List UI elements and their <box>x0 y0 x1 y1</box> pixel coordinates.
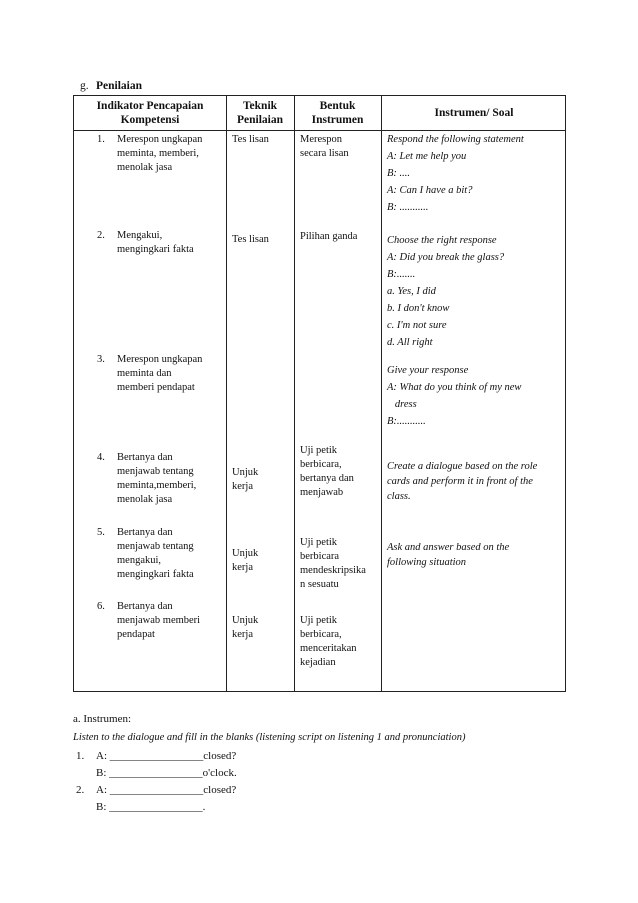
header-soal: Instrumen/ Soal <box>434 107 514 119</box>
soal-group: Ask and answer based on the following situation <box>387 542 510 568</box>
soal-group: Respond the following statement A: Let me help you B: .... A: Can I have a bit? B: ........... <box>387 134 524 213</box>
header-indikator: Indikator Pencapaian Kompetensi <box>96 100 204 126</box>
bentuk-text: Pilihan ganda <box>300 231 358 242</box>
soal-group: Choose the right response A: Did you break the glass? B:....... a. Yes, I did b. I don't know c. I'm not sure d. All right <box>387 235 505 348</box>
blank-line-a: A: _________________closed? <box>96 784 237 796</box>
blank-line-a: A: _________________closed? <box>96 750 237 762</box>
header-teknik: Teknik Penilaian <box>236 100 283 126</box>
indikator-text: Merespon ungkapan meminta, memberi, menolak jasa <box>117 134 203 173</box>
row-number: 1. <box>97 134 105 145</box>
column-divider <box>294 96 295 691</box>
row-number: 6. <box>97 601 105 612</box>
indikator-text: Bertanya dan menjawab tentang meminta,memberi, menolak jasa <box>117 452 197 505</box>
teknik-text: Unjuk kerja <box>232 548 259 573</box>
bentuk-text: Uji petik berbicara, menceritakan kejadian <box>300 615 357 668</box>
indikator-text: Bertanya dan menjawab tentang mengakui, mengingkari fakta <box>117 527 194 580</box>
bentuk-text: Uji petik berbicara, bertanya dan menjawab <box>300 445 354 498</box>
header-bentuk: Bentuk Instrumen <box>311 100 364 126</box>
item-number: 2. <box>76 784 85 796</box>
teknik-text: Tes lisan <box>232 234 269 245</box>
column-divider <box>226 96 227 691</box>
teknik-text: Tes lisan <box>232 134 269 145</box>
bentuk-text: Uji petik berbicara mendeskripsika n sesuatu <box>300 537 366 590</box>
teknik-text: Unjuk kerja <box>232 615 259 640</box>
blank-line-b: B: _________________. <box>96 801 206 813</box>
instrumen-instruction: Listen to the dialogue and fill in the blanks (listening script on listening 1 and pronunciation) <box>73 732 466 743</box>
soal-group: Create a dialogue based on the role cards and perform it in front of the class. <box>387 461 538 502</box>
soal-group: Give your response A: What do you think of my new dress B:........... <box>387 365 522 427</box>
instrumen-heading: a. Instrumen: <box>73 713 132 725</box>
row-number: 3. <box>97 354 105 365</box>
indikator-text: Merespon ungkapan meminta dan memberi pendapat <box>117 354 203 393</box>
section-letter: g. <box>80 80 89 92</box>
row-number: 5. <box>97 527 105 538</box>
row-number: 4. <box>97 452 105 463</box>
row-number: 2. <box>97 230 105 241</box>
bentuk-text: Merespon secara lisan <box>300 134 349 159</box>
column-divider <box>381 96 382 691</box>
teknik-text: Unjuk kerja <box>232 467 259 492</box>
indikator-text: Mengakui, mengingkari fakta <box>117 230 194 255</box>
blank-line-b: B: _________________o'clock. <box>96 767 237 779</box>
section-title: Penilaian <box>96 80 143 92</box>
assessment-table <box>73 95 566 692</box>
indikator-text: Bertanya dan menjawab memberi pendapat <box>117 601 201 640</box>
item-number: 1. <box>76 750 85 762</box>
